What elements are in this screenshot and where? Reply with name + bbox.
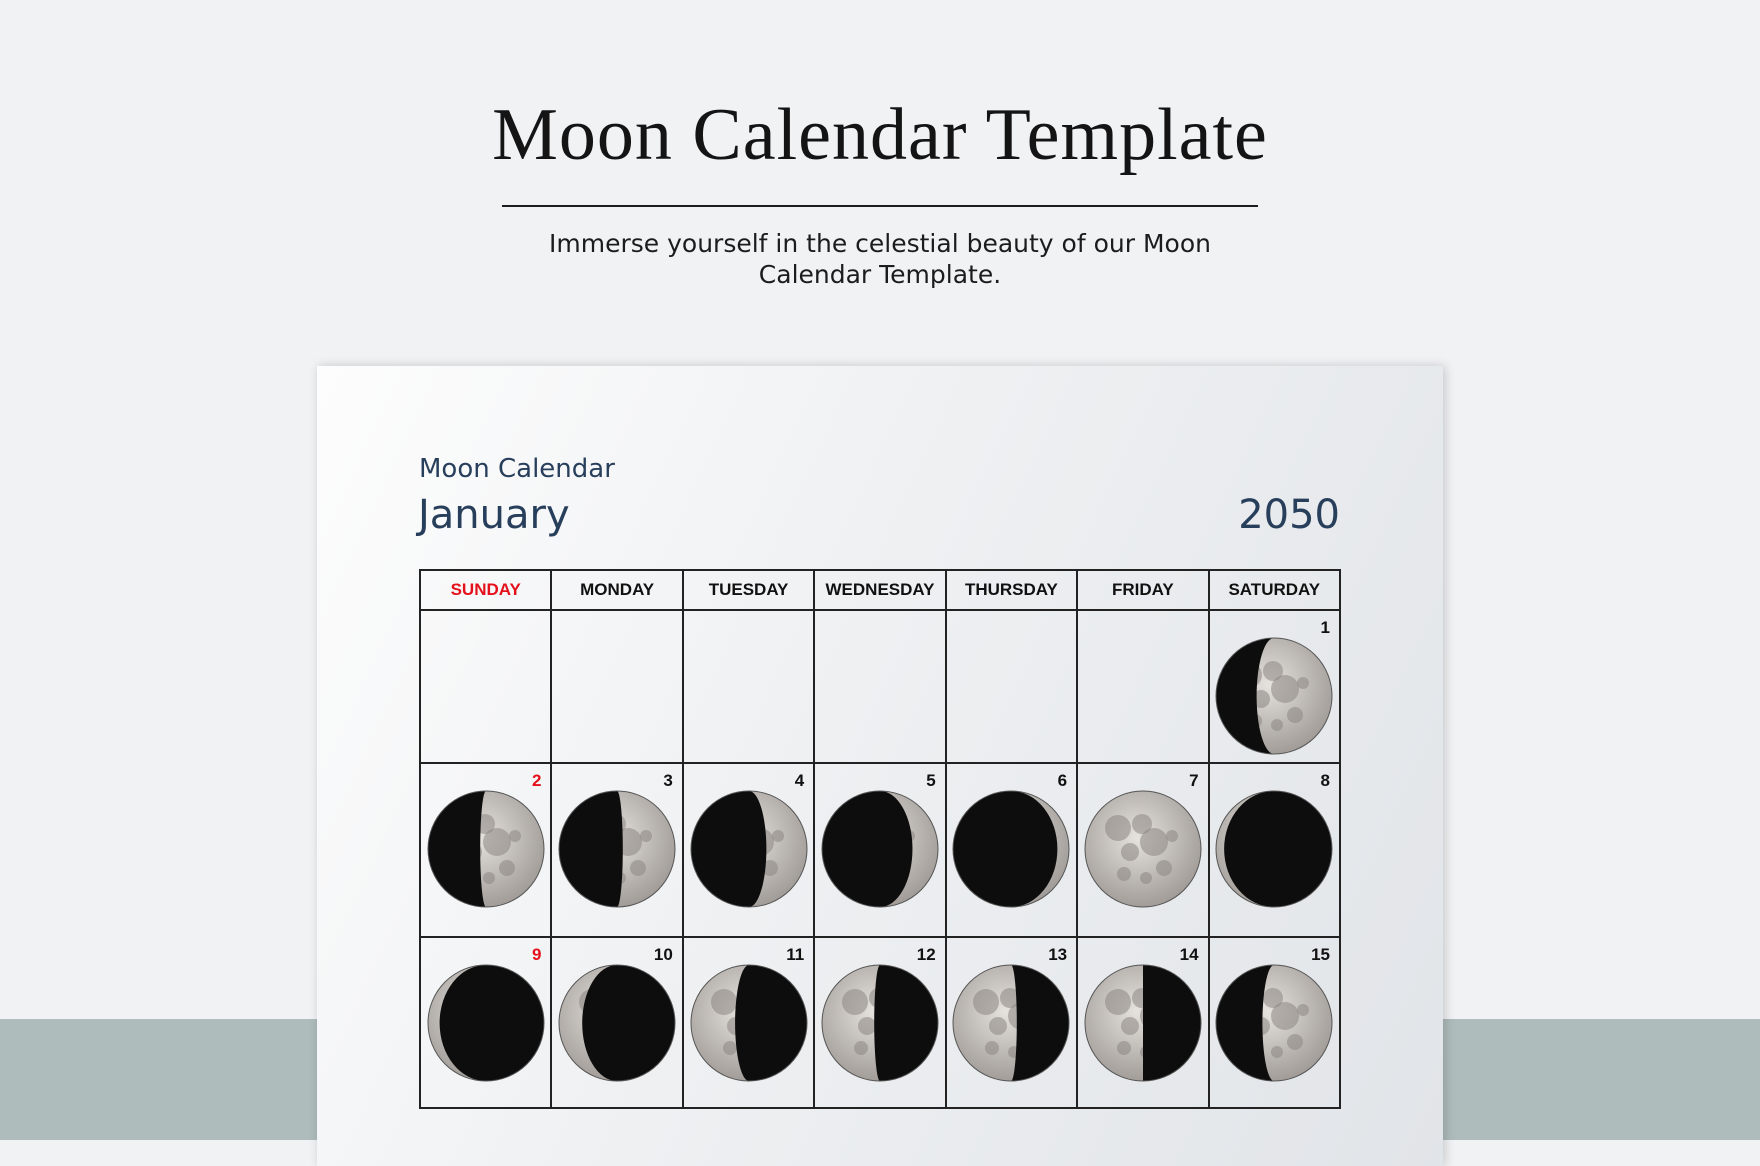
day-number: 8 xyxy=(1320,771,1330,791)
day-cell xyxy=(946,937,1077,1108)
day-cell xyxy=(551,937,682,1108)
day-cell xyxy=(1077,937,1208,1108)
moon-phase-icon xyxy=(1084,964,1202,1082)
moon-phase-icon xyxy=(690,964,808,1082)
day-cell xyxy=(683,937,814,1108)
day-number: 2 xyxy=(531,771,542,791)
week-row xyxy=(420,937,1340,1108)
weekday-wednesday: WEDNESDAY xyxy=(814,570,945,610)
day-number: 4 xyxy=(794,771,805,791)
weekday-thursday: THURSDAY xyxy=(946,570,1077,610)
moon-phase-icon xyxy=(1215,790,1333,908)
week-row xyxy=(420,763,1340,936)
day-number: 13 xyxy=(1048,944,1068,964)
day-number: 3 xyxy=(663,771,673,791)
weekday-monday: MONDAY xyxy=(551,570,682,610)
moon-phase-icon xyxy=(558,790,676,908)
day-number: 11 xyxy=(786,944,805,964)
weekday-tuesday: TUESDAY xyxy=(683,570,814,610)
day-cell xyxy=(1077,610,1208,763)
calendar-month: January xyxy=(418,492,570,538)
day-cell xyxy=(551,763,682,936)
day-cell xyxy=(814,763,945,936)
page-subtitle: Immerse yourself in the celestial beauty of our Moon Calendar Template. xyxy=(549,229,1211,289)
day-number: 10 xyxy=(653,944,673,964)
day-cell xyxy=(420,763,551,936)
moon-phase-icon xyxy=(952,790,1070,908)
moon-phase-icon xyxy=(690,790,808,908)
day-number: 1 xyxy=(1320,618,1330,637)
day-number: 14 xyxy=(1179,944,1199,964)
day-number: 7 xyxy=(1189,771,1199,791)
day-cell xyxy=(420,937,551,1108)
calendar-label: Moon Calendar xyxy=(419,454,615,484)
calendar-grid xyxy=(419,569,1341,1109)
weekday-friday: FRIDAY xyxy=(1077,570,1208,610)
moon-phase-icon xyxy=(558,964,676,1082)
day-cell xyxy=(683,763,814,936)
weekday-sunday: SUNDAY xyxy=(420,570,551,610)
day-cell xyxy=(1209,610,1340,763)
day-cell xyxy=(814,610,945,763)
day-cell xyxy=(946,610,1077,763)
day-number: 15 xyxy=(1311,944,1330,964)
weekday-header-row xyxy=(420,570,1340,610)
day-number: 9 xyxy=(531,944,542,964)
page-title: Moon Calendar Template xyxy=(492,94,1268,176)
title-divider xyxy=(502,205,1258,207)
moon-phase-icon xyxy=(821,964,939,1082)
moon-phase-icon xyxy=(1215,964,1333,1082)
day-number: 5 xyxy=(926,771,936,791)
day-cell xyxy=(1209,937,1340,1108)
day-cell xyxy=(1077,763,1208,936)
day-cell xyxy=(814,937,945,1108)
day-cell xyxy=(683,610,814,763)
day-cell xyxy=(420,610,551,763)
day-cell xyxy=(946,763,1077,936)
calendar-year: 2050 xyxy=(1238,492,1340,538)
day-number: 12 xyxy=(916,944,936,964)
moon-phase-icon xyxy=(952,964,1070,1082)
week-row xyxy=(420,610,1340,763)
moon-phase-icon xyxy=(427,790,545,908)
moon-phase-icon xyxy=(821,790,939,908)
day-cell xyxy=(1209,763,1340,936)
day-cell xyxy=(551,610,682,763)
moon-phase-icon xyxy=(427,964,545,1082)
day-number: 6 xyxy=(1057,771,1068,791)
moon-phase-icon xyxy=(1215,637,1333,755)
weekday-saturday: SATURDAY xyxy=(1209,570,1340,610)
moon-phase-icon xyxy=(1084,790,1202,908)
